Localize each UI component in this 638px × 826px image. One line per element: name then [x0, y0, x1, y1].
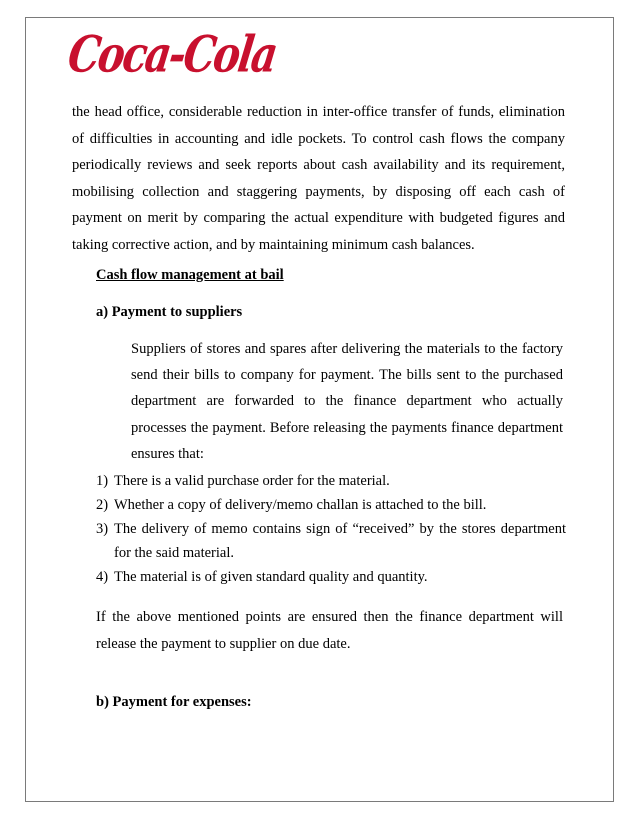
list-item	[96, 565, 566, 589]
list-item-number: 4)	[96, 569, 109, 585]
intro-paragraph: the head office, considerable reduction in inter-office transfer of funds, elimination of difficulties in accounting and idle pockets. To control cash flows the company periodically reviews and seek reports about cash availability and its requirement, mobilising collection and staggering payments, by disposing off each cash of payment on merit by comparing the actual expenditure with budgeted figures and taking corrective action, and by maintaining minimum cash balances.	[72, 104, 565, 253]
list-item-number: 3)	[96, 521, 109, 537]
list-item-text: The delivery of memo contains sign of “received” by the stores department for the said material.	[114, 521, 566, 561]
suppliers-paragraph: Suppliers of stores and spares after delivering the materials to the factory send their bills to company for payment. The bills sent to the purchased department are forwarded to the finance department who actually processes the payment. Before releasing the payments finance department ensures that:	[131, 341, 563, 462]
list-item-text: The material is of given standard quality and quantity.	[114, 569, 428, 585]
subsection-a-title: a) Payment to suppliers	[96, 304, 243, 320]
subsection-b-title: b) Payment for expenses:	[96, 694, 252, 710]
list-item-text: Whether a copy of delivery/memo challan is attached to the bill.	[114, 497, 487, 513]
list-item-text: There is a valid purchase order for the material.	[114, 473, 390, 489]
ensure-paragraph: If the above mentioned points are ensured then the finance department will release the payment to supplier on due date.	[96, 609, 563, 652]
list-item	[96, 493, 566, 517]
section-heading: Cash flow management at bail	[96, 267, 284, 283]
list-item-number: 2)	[96, 497, 109, 513]
checks-list	[96, 469, 566, 589]
list-item	[96, 469, 566, 493]
list-item-number: 1)	[96, 473, 109, 489]
list-item	[96, 517, 566, 565]
coca-cola-logo: Coca-Cola	[64, 25, 280, 84]
